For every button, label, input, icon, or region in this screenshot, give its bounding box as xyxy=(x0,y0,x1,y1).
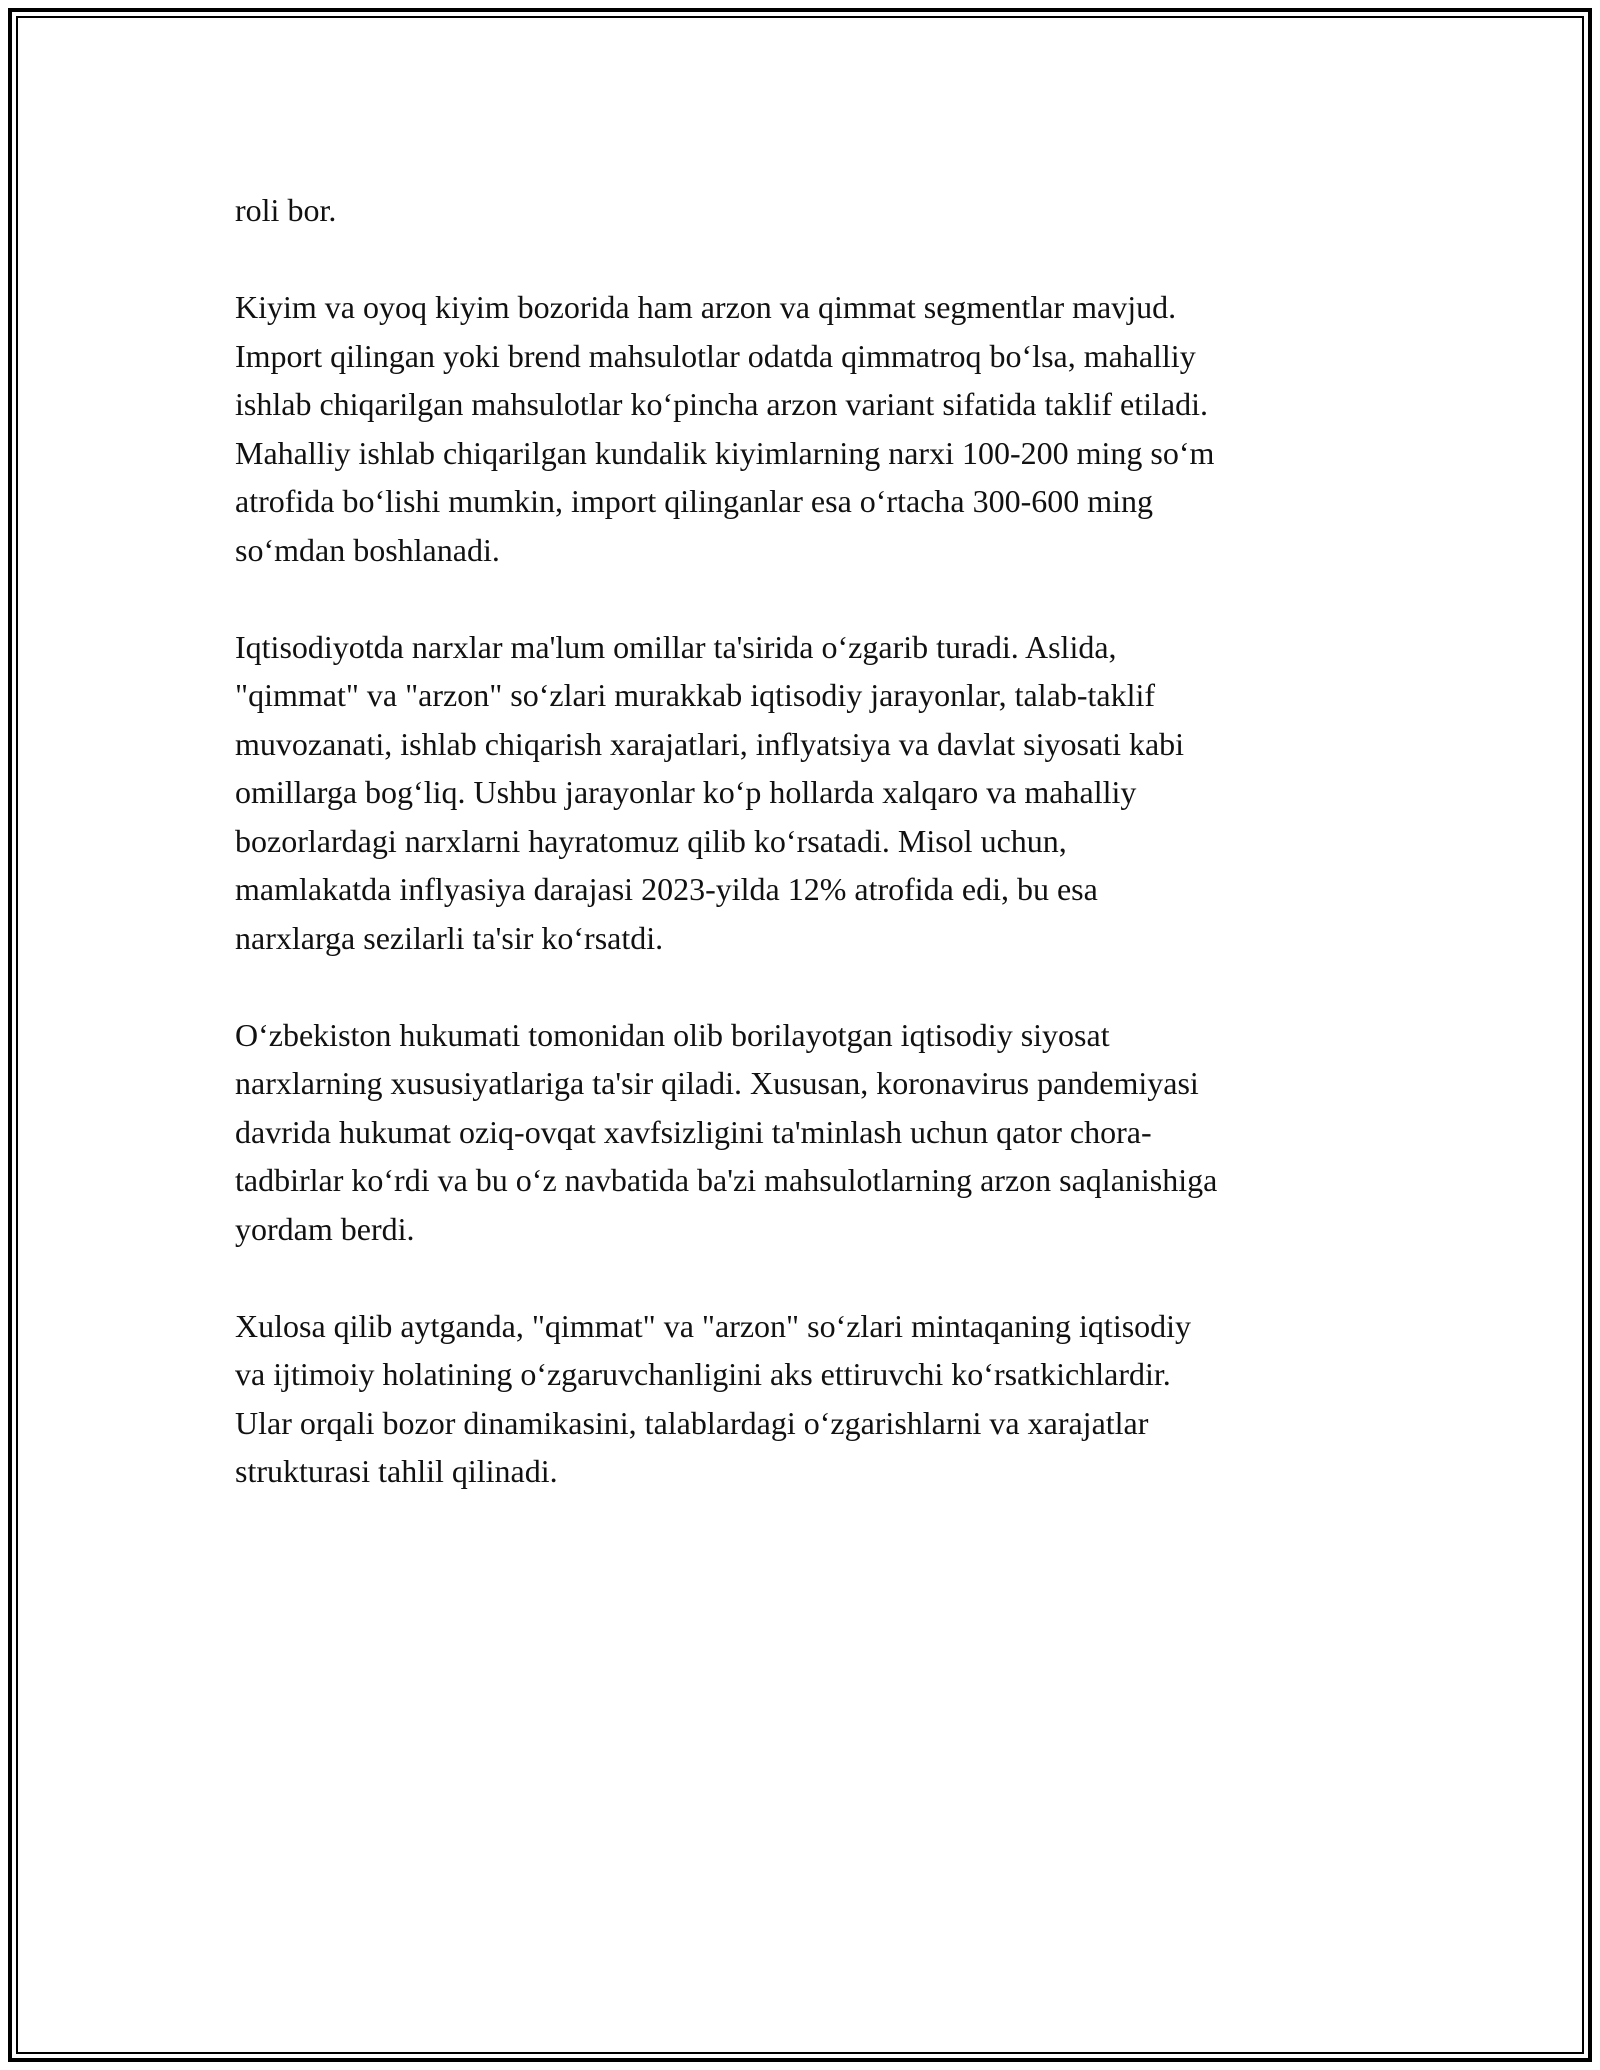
paragraph-2: Kiyim va oyoq kiyim bozorida ham arzon va qimmat segmentlar mavjud. Import qilingan yoki brend mahsulotlar odatda qimmatroq bo‘lsa, mahalliy ishlab chiqarilgan mahsulotlar ko‘pincha arzon variant sifatida taklif etiladi. Mahalliy ishlab chiqarilgan kundalik kiyimlarning narxi 100-200 ming so‘m atrofida bo‘lishi mumkin, import qilinganlar esa o‘rtacha 300-600 ming so‘mdan boshlanadi. xyxy=(235,289,1215,568)
paragraph-4: O‘zbekiston hukumati tomonidan olib borilayotgan iqtisodiy siyosat narxlarning xususiyatlariga ta'sir qiladi. Xususan, koronavirus pandemiyasi davrida hukumat oziq-ovqat xavfsizligini ta'minlash uchun qator chora- tadbirlar ko‘rdi va bu o‘z navbatida ba'zi mahsulotlarning arzon saqlanishiga yordam berdi. xyxy=(235,1016,1218,1247)
paragraph-3: Iqtisodiyotda narxlar ma'lum omillar ta'sirida o‘zgarib turadi. Aslida, "qimmat" va "arzon" so‘zlari murakkab iqtisodiy jarayonlar, talab-taklif muvozanati, ishlab chiqarish xarajatlari, inflyatsiya va davlat siyosati kabi omillarga bog‘liq. Ushbu jarayonlar ko‘p hollarda xalqaro va mahalliy bozorlardagi narxlarni hayratomuz qilib ko‘rsatadi. Misol uchun, mamlakatda inflyasiya darajasi 2023-yilda 12% atrofida edi, bu esa narxlarga sezilarli ta'sir ko‘rsatdi. xyxy=(235,628,1185,956)
paragraph-5: Xulosa qilib aytganda, "qimmat" va "arzon" so‘zlari mintaqaning iqtisodiy va ijtimoiy holatining o‘zgaruvchanligini aks ettiruvchi ko‘rsatkichlardir. Ular orqali bozor dinamikasini, talablardagi o‘zgarishlarni va xarajatlar strukturasi tahlil qilinadi. xyxy=(235,1307,1192,1489)
paragraph-1: roli bor. xyxy=(235,192,337,228)
document-body xyxy=(235,186,1375,1544)
